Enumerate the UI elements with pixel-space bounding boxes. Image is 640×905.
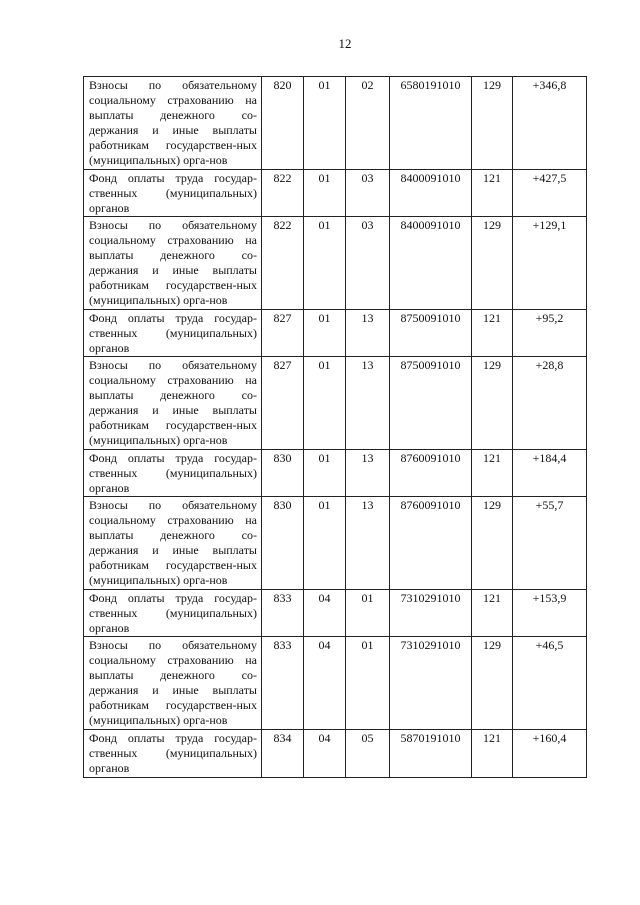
subsection-code-cell: 03 — [346, 170, 390, 217]
target-article-cell: 5870191010 — [390, 730, 472, 778]
amount-cell: +129,1 — [513, 217, 587, 310]
expense-name-cell: Фонд оплаты труда государ-ственных (муниципальных) органов — [84, 590, 262, 637]
page-number: 12 — [338, 36, 352, 51]
section-code-cell: 01 — [304, 217, 346, 310]
expense-name-cell: Взносы по обязательному социальному страхованию на выплаты денежного со-держания и иные выплаты работникам государствен-ных (муниципальных) орга-нов — [84, 217, 262, 310]
amount-cell: +153,9 — [513, 590, 587, 637]
subsection-code-cell: 05 — [346, 730, 390, 778]
subsection-code-cell: 13 — [346, 497, 390, 590]
expense-type-cell: 121 — [472, 590, 513, 637]
amount-cell: +46,5 — [513, 637, 587, 730]
table-row — [84, 357, 587, 450]
target-article-cell: 6580191010 — [390, 77, 472, 170]
section-code-cell: 04 — [304, 637, 346, 730]
section-code-cell: 01 — [304, 497, 346, 590]
target-article-cell: 8750091010 — [390, 357, 472, 450]
expense-name-cell: Фонд оплаты труда государ-ственных (муниципальных) органов — [84, 730, 262, 778]
section-code-cell: 01 — [304, 170, 346, 217]
amount-cell: +427,5 — [513, 170, 587, 217]
section-code-cell: 01 — [304, 450, 346, 497]
ministry-code-cell: 834 — [262, 730, 304, 778]
target-article-cell: 7310291010 — [390, 637, 472, 730]
expense-name-cell: Взносы по обязательному социальному страхованию на выплаты денежного со-держания и иные выплаты работникам государствен-ных (муниципальных) орга-нов — [84, 77, 262, 170]
table-row — [84, 590, 587, 637]
section-code-cell: 01 — [304, 357, 346, 450]
subsection-code-cell: 01 — [346, 637, 390, 730]
table-row — [84, 217, 587, 310]
expense-name-cell: Взносы по обязательному социальному страхованию на выплаты денежного со-держания и иные выплаты работникам государствен-ных (муниципальных) орга-нов — [84, 637, 262, 730]
expense-type-cell: 129 — [472, 637, 513, 730]
amount-cell: +346,8 — [513, 77, 587, 170]
table-row — [84, 450, 587, 497]
amount-cell: +28,8 — [513, 357, 587, 450]
subsection-code-cell: 13 — [346, 310, 390, 357]
expense-type-cell: 129 — [472, 357, 513, 450]
subsection-code-cell: 02 — [346, 77, 390, 170]
expense-name-cell: Фонд оплаты труда государ-ственных (муниципальных) органов — [84, 170, 262, 217]
section-code-cell: 01 — [304, 310, 346, 357]
expense-name-cell: Фонд оплаты труда государ-ственных (муниципальных) органов — [84, 450, 262, 497]
amount-cell: +184,4 — [513, 450, 587, 497]
ministry-code-cell: 822 — [262, 170, 304, 217]
table-row — [84, 497, 587, 590]
expense-type-cell: 121 — [472, 170, 513, 217]
amount-cell: +160,4 — [513, 730, 587, 778]
table-row — [84, 77, 587, 170]
subsection-code-cell: 01 — [346, 590, 390, 637]
section-code-cell: 04 — [304, 730, 346, 778]
section-code-cell: 01 — [304, 77, 346, 170]
target-article-cell: 8400091010 — [390, 217, 472, 310]
budget-table — [83, 76, 587, 778]
target-article-cell: 8760091010 — [390, 497, 472, 590]
ministry-code-cell: 830 — [262, 497, 304, 590]
subsection-code-cell: 03 — [346, 217, 390, 310]
table-row — [84, 170, 587, 217]
subsection-code-cell: 13 — [346, 450, 390, 497]
expense-name-cell: Взносы по обязательному социальному страхованию на выплаты денежного со-держания и иные выплаты работникам государствен-ных (муниципальных) орга-нов — [84, 357, 262, 450]
expense-type-cell: 129 — [472, 77, 513, 170]
expense-type-cell: 129 — [472, 497, 513, 590]
ministry-code-cell: 827 — [262, 310, 304, 357]
amount-cell: +95,2 — [513, 310, 587, 357]
expense-type-cell: 121 — [472, 310, 513, 357]
ministry-code-cell: 820 — [262, 77, 304, 170]
target-article-cell: 8760091010 — [390, 450, 472, 497]
target-article-cell: 7310291010 — [390, 590, 472, 637]
target-article-cell: 8750091010 — [390, 310, 472, 357]
subsection-code-cell: 13 — [346, 357, 390, 450]
ministry-code-cell: 830 — [262, 450, 304, 497]
table-row — [84, 730, 587, 778]
expense-type-cell: 121 — [472, 450, 513, 497]
expense-name-cell: Взносы по обязательному социальному страхованию на выплаты денежного со-держания и иные выплаты работникам государствен-ных (муниципальных) орга-нов — [84, 497, 262, 590]
target-article-cell: 8400091010 — [390, 170, 472, 217]
expense-type-cell: 121 — [472, 730, 513, 778]
expense-type-cell: 129 — [472, 217, 513, 310]
expense-name-cell: Фонд оплаты труда государ-ственных (муниципальных) органов — [84, 310, 262, 357]
section-code-cell: 04 — [304, 590, 346, 637]
ministry-code-cell: 833 — [262, 590, 304, 637]
table-row — [84, 637, 587, 730]
ministry-code-cell: 822 — [262, 217, 304, 310]
amount-cell: +55,7 — [513, 497, 587, 590]
table-row — [84, 310, 587, 357]
ministry-code-cell: 827 — [262, 357, 304, 450]
ministry-code-cell: 833 — [262, 637, 304, 730]
